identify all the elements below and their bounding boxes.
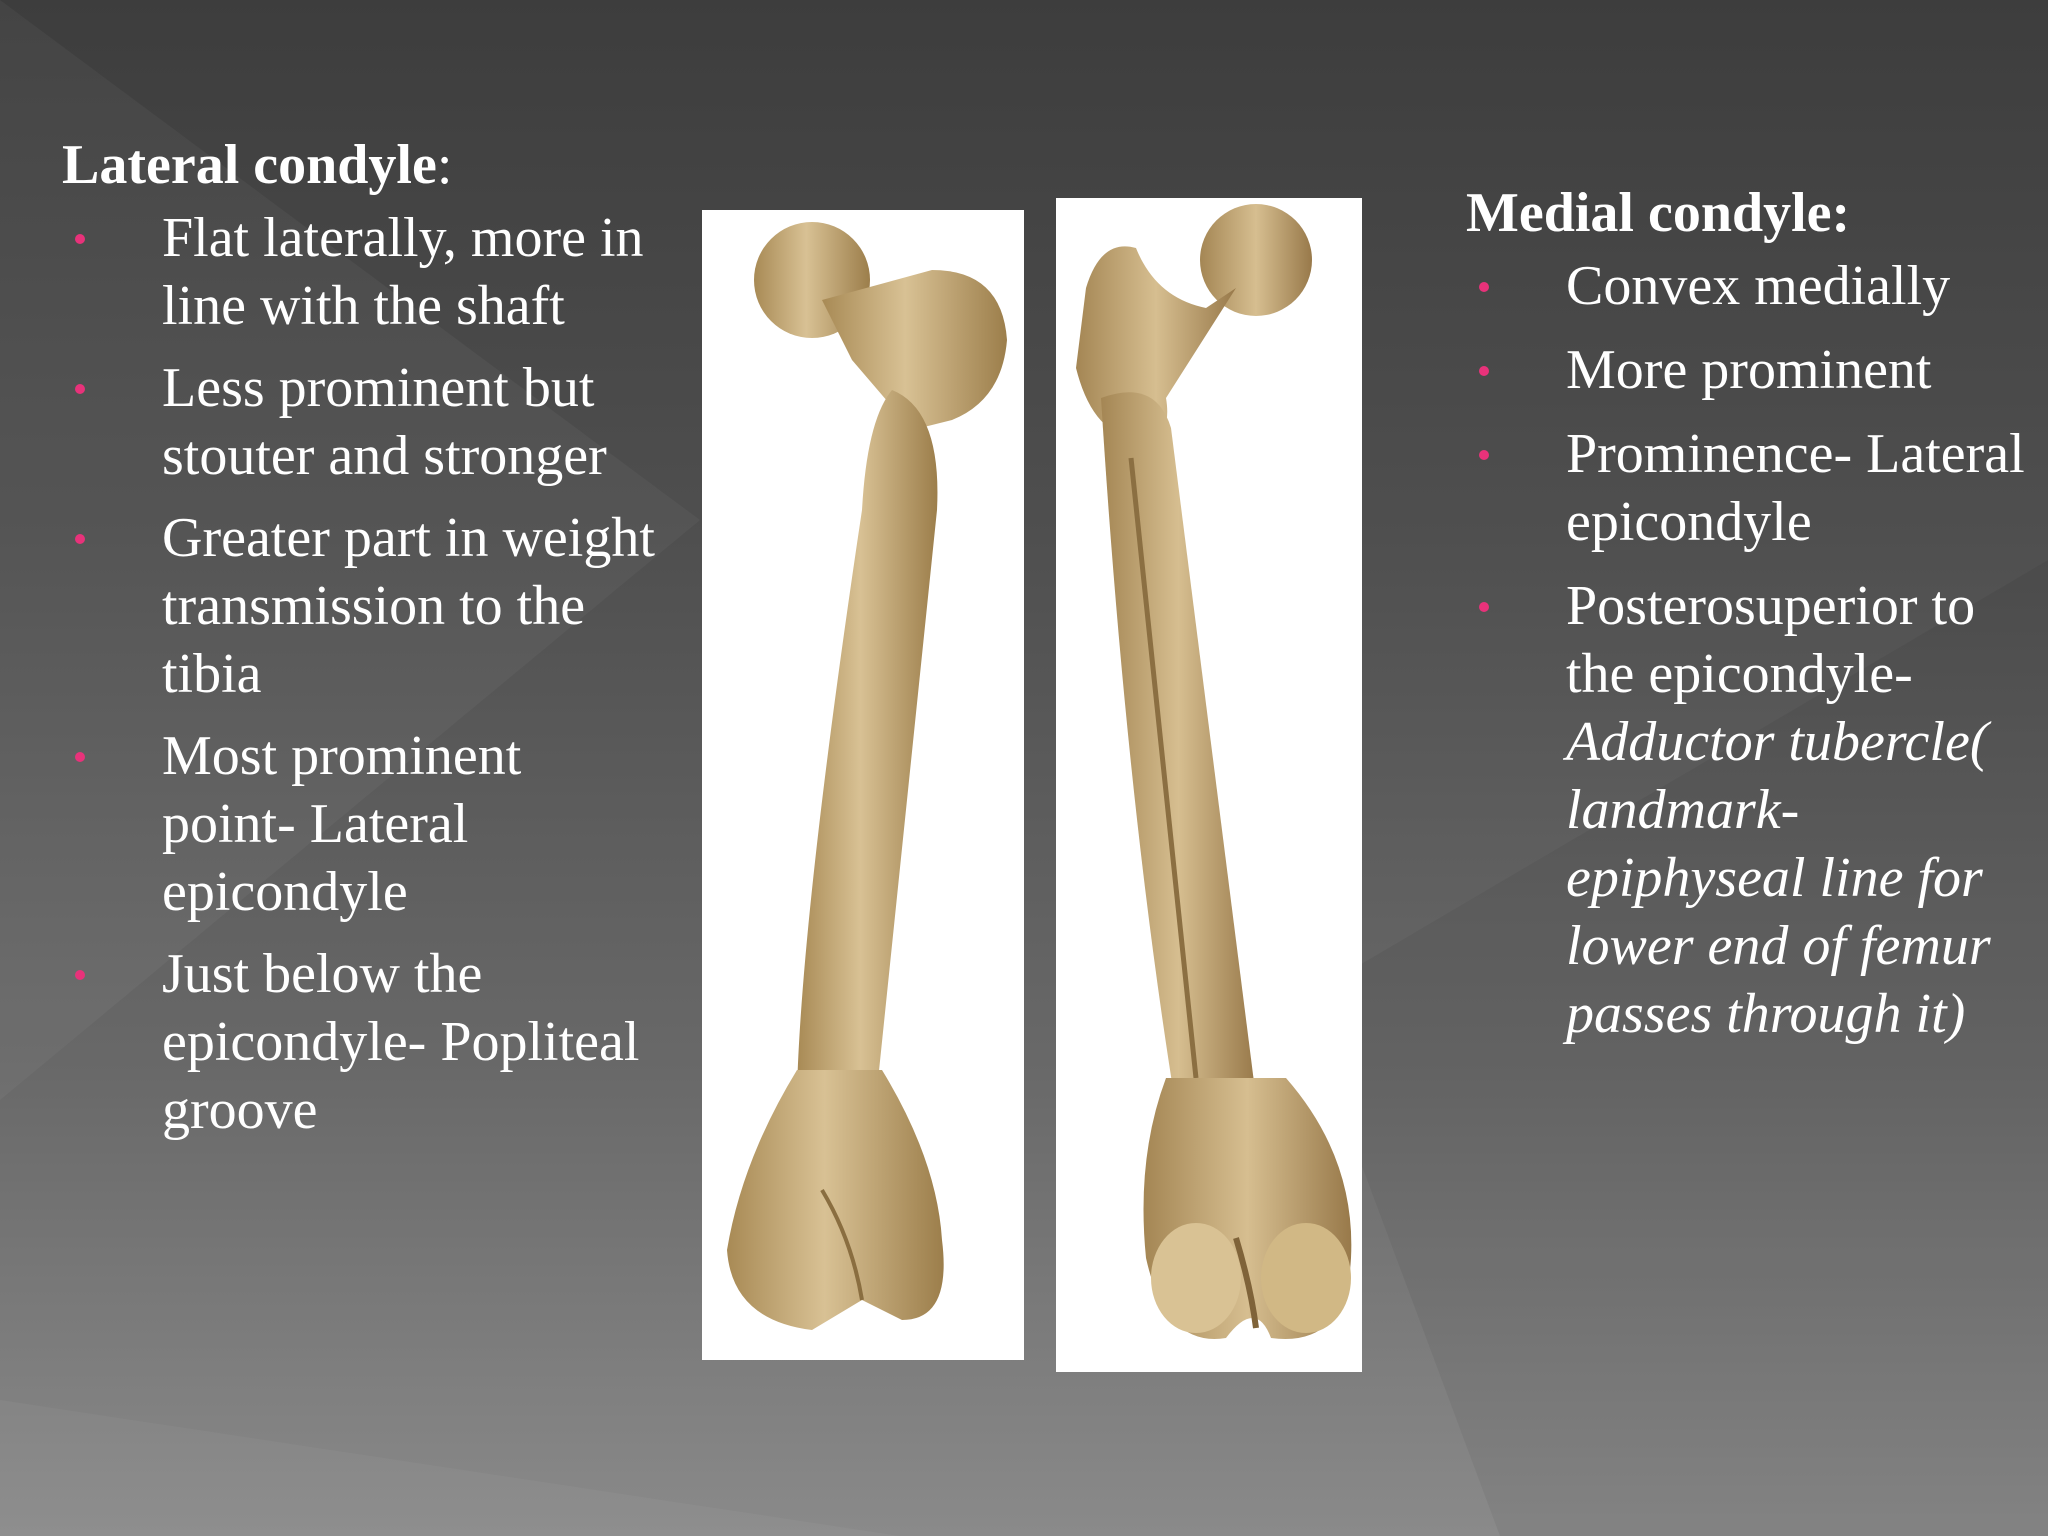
femur-posterior-icon [1056,198,1362,1372]
list-item: Posterosuperior to the epicondyle- Adductor tubercle( landmark- epiphyseal line for lower end of femur passes through it) [1466,572,2046,1048]
bullet-icon [1479,450,1489,460]
lateral-condyle-list [62,204,662,1144]
lateral-condyle-section [62,132,662,1158]
medial-condyle-list [1466,252,2046,1048]
list-item: Just below the epicondyle- Popliteal groove [62,940,662,1144]
bullet-icon [1479,282,1489,292]
bullet-icon [75,234,85,244]
femur-anterior-icon [702,210,1024,1360]
list-item: More prominent [1466,336,2046,404]
medial-condyle-heading: Medial condyle: [1466,182,1851,244]
bullet-icon [75,752,85,762]
bullet-icon [75,970,85,980]
bullet-icon [75,384,85,394]
bullet-icon [75,534,85,544]
list-item: Flat laterally, more in line with the shaft [62,204,662,340]
list-item: Most prominent point- Lateral epicondyle [62,722,662,926]
medial-condyle-section [1466,180,2046,1064]
femur-anterior-image [702,210,1024,1360]
list-item: Prominence- Lateral epicondyle [1466,420,2046,556]
list-item: Convex medially [1466,252,2046,320]
list-item: Less prominent but stouter and stronger [62,354,662,490]
lateral-condyle-heading: Lateral condyle: [62,134,453,196]
adductor-tubercle-note: Adductor tubercle( landmark- epiphyseal line for lower end of femur passes through it) [1566,711,1991,1045]
bullet-icon [1479,602,1489,612]
femur-posterior-image [1056,198,1362,1372]
bullet-icon [1479,366,1489,376]
list-item: Greater part in weight transmission to the tibia [62,504,662,708]
